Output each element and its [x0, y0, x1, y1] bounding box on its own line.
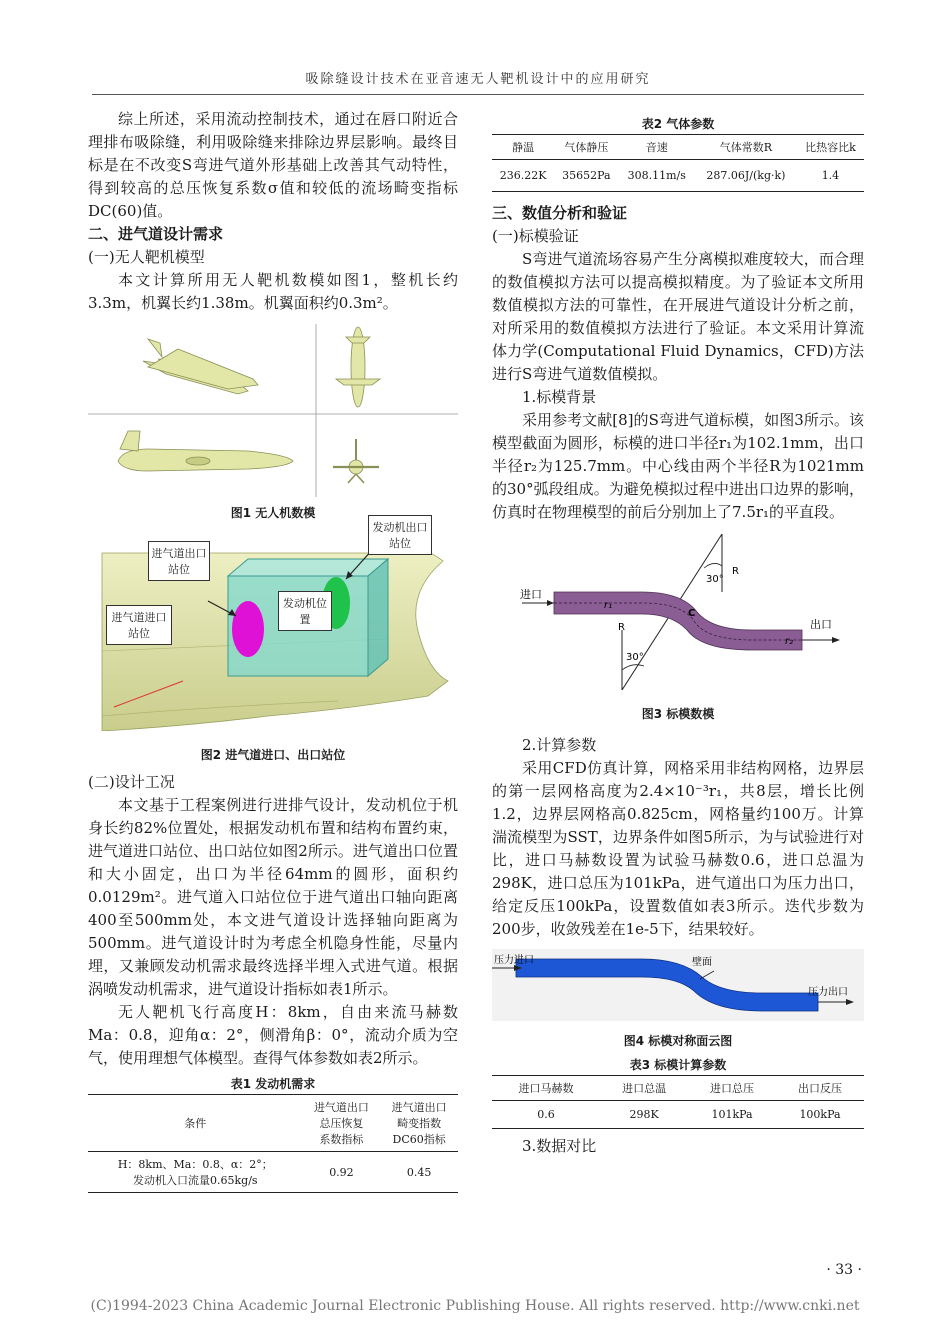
table-2-header: 静温 [512, 141, 535, 154]
uav-top-view [336, 327, 380, 407]
table-2-header: 气体静压 [564, 141, 609, 154]
fig3-angle-lower: 30° [626, 652, 644, 663]
flight-conditions-paragraph: 无人靶机飞行高度H：8km，自由来流马赫数Ma：0.8，迎角α：2°，侧滑角β：0°，流动介质为空气，使用理想气体模型。查得气体参数如表2所示。 [88, 1003, 458, 1067]
table-2-header: 比热容比k [805, 141, 856, 154]
table-1-cell: 0.92 [329, 1165, 354, 1179]
table-1-cell: H：8km、Ma：0.8、α：2°； 发动机入口流量0.65kg/s [117, 1158, 273, 1187]
table-3-header: 进口马赫数 [518, 1082, 574, 1095]
figure-3-caption: 图3 标模数模 [641, 707, 715, 721]
figure-4 [492, 949, 864, 1051]
figure-3 [492, 530, 864, 724]
table-1-header: 条件 [184, 1117, 207, 1130]
subsection-uav-model: (一)无人靶机模型 [88, 248, 205, 266]
running-title: 吸除缝设计技术在亚音速无人靶机设计中的应用研究 [305, 72, 651, 87]
table-2-caption: 表2 气体参数 [641, 117, 715, 131]
fig3-centre-label: C [688, 608, 696, 619]
figure-1 [88, 319, 458, 523]
fig3-r1-label: r₁ [604, 600, 613, 611]
benchmark-contour-figure [492, 949, 864, 1021]
fig3-outlet-label: 出口 [810, 618, 832, 631]
table-1-caption: 表1 发动机需求 [230, 1077, 316, 1091]
label-engine-position: 发动机位置 [278, 591, 332, 631]
summary-paragraph: 综上所述，采用流动控制技术，通过在唇口附近合理排布吸除缝，利用吸除缝来排除边界层影响。最终目标是在不改变S弯进气道外形基础上改善其气动特性，得到较高的总压恢复系数σ值和较低的流场畸变指标DC(60)值。 [88, 110, 458, 220]
table-1-engine-requirements [88, 1094, 458, 1193]
figure-4-caption: 图4 标模对称面云图 [623, 1034, 733, 1048]
table-row [492, 160, 864, 192]
subsection-design-conditions: (二)设计工况 [88, 773, 175, 791]
fig4-outlet-label: 压力出口 [808, 987, 848, 998]
background-paragraph: 采用参考文献[8]的S弯进气道标模，如图3所示。该模型截面为圆形，标模的进口半径r₁为102.1mm，出口半径r₂为125.7mm。中心线由两个半径R为1021mm的30°弧段组成。为避免模拟过程中进出口边界的影响，仿真时在物理模型的前后分别加上了7.5r₁的平直段。 [492, 411, 864, 521]
page-number: · 33 · [826, 1262, 862, 1278]
table-1-header: 进气道出口 总压恢复 系数指标 [313, 1101, 369, 1146]
uav-model-figure [88, 319, 458, 499]
table-2-cell: 287.06J/(kg·k) [706, 169, 786, 182]
heading-calculation-parameters: 2.计算参数 [522, 736, 597, 754]
table-2-cell: 308.11m/s [627, 169, 686, 182]
figure-2 [88, 521, 458, 765]
table-3-cell: 0.6 [537, 1108, 555, 1121]
table-1-cell: 0.45 [406, 1165, 432, 1179]
table-3-cell: 100kPa [799, 1108, 841, 1121]
table-3-cell: 298K [629, 1108, 659, 1121]
heading-benchmark-background: 1.标模背景 [522, 388, 597, 406]
table-2-gas-parameters [492, 134, 864, 192]
validation-paragraph: S弯进气道流场容易产生分离模拟难度较大，而合理的数值模拟方法可以提高模拟精度。为了验证本文所用数值模拟方法的可靠性，在开展进气道设计分析之前，对所采用的数值模拟方法进行了验证。本文采用计算流体力学(Computational Fluid Dynamics，CFD)方法进行S弯进气道数值模拟。 [492, 250, 864, 383]
table-3-cell: 101kPa [711, 1108, 753, 1121]
uav-side-view [118, 431, 293, 471]
uav-isometric-view [143, 339, 258, 394]
fig3-angle-upper: 30° [706, 574, 724, 585]
table-3-header: 进口总压 [710, 1082, 755, 1095]
fig3-r2-label: r₂ [785, 636, 794, 647]
fig3-R-lower: R [618, 622, 625, 633]
table-2-cell: 35652Pa [562, 169, 611, 182]
table-3-caption: 表3 标模计算参数 [629, 1058, 727, 1072]
fig4-wall-label: 壁面 [692, 957, 712, 968]
inlet-exit-disk [232, 601, 264, 657]
table-2-header: 音速 [645, 141, 668, 154]
design-conditions-paragraph: 本文基于工程案例进行进排气设计，发动机位于机身长约82%位置处，根据发动机布置和结构布置约束，进气道进口站位、出口站位如图2所示。进气道出口位置和大小固定，出口为半径64mm的圆形，面积约0.0129m²。进气道入口站位位于进气道出口轴向距离400至500mm处，本文进气道设计选择轴向距离为500mm。进气道设计时为考虑全机隐身性能，尽量内埋，又兼顾发动机需求最终选择半埋入式进气道。根据涡喷发动机需求，进气道设计指标如表1所示。 [88, 796, 458, 998]
table-3-header: 出口反压 [798, 1082, 842, 1095]
subsection-benchmark: (一)标模验证 [492, 227, 579, 245]
copyright-footer: (C)1994-2023 China Academic Journal Electronic Publishing House. All rights reserved. http://www.cnki.net [90, 1298, 860, 1314]
table-2-cell: 1.4 [821, 169, 840, 182]
section-3-heading: 三、数值分析和验证 [492, 204, 628, 222]
right-column [492, 108, 864, 1158]
table-1-header: 进气道出口 畸变指数 DC60指标 [391, 1101, 447, 1146]
table-3-benchmark-parameters [492, 1075, 864, 1129]
s-duct [554, 592, 802, 650]
table-2-header: 气体常数R [719, 141, 773, 154]
model-paragraph: 本文计算所用无人靶机数模如图1，整机长约3.3m，机翼长约1.38m。机翼面积约0.3m²。 [88, 271, 458, 312]
header-rule [92, 94, 864, 95]
table-3-header: 进口总温 [622, 1082, 667, 1095]
fig3-R-upper: R [732, 566, 739, 577]
uav-front-view [333, 439, 379, 483]
benchmark-model-figure [492, 530, 864, 700]
fig4-inlet-label: 压力进口 [494, 955, 534, 966]
table-row [492, 1101, 864, 1129]
figure-2-caption: 图2 进气道进口、出口站位 [200, 748, 346, 762]
label-inlet-entry: 进气道进口站位 [106, 605, 172, 645]
label-engine-exit: 发动机出口站位 [368, 515, 432, 555]
section-2-heading: 二、进气道设计需求 [88, 225, 224, 243]
left-column [88, 108, 458, 1193]
heading-data-comparison: 3.数据对比 [522, 1137, 597, 1155]
table-row [88, 1152, 458, 1193]
table-2-cell: 236.22K [499, 169, 547, 182]
figure-1-caption: 图1 无人机数模 [230, 506, 316, 520]
calculation-paragraph: 采用CFD仿真计算，网格采用非结构网格，边界层的第一层网格高度为2.4×10⁻³r₁，共8层，增长比例1.2，边界层网格高0.825cm，网格量约100万。计算湍流模型为SST，边界条件如图5所示，为与试验进行对比，进口马赫数设置为试验马赫数0.6，进口总温为298K，进口总压为101kPa，进气道出口为压力出口，给定反压100kPa，设置数值如表3所示。迭代步数为200步，收敛残差在1e-5下，结果较好。 [492, 759, 864, 938]
fig3-inlet-label: 进口 [520, 588, 542, 601]
label-inlet-exit: 进气道出口站位 [148, 541, 210, 581]
